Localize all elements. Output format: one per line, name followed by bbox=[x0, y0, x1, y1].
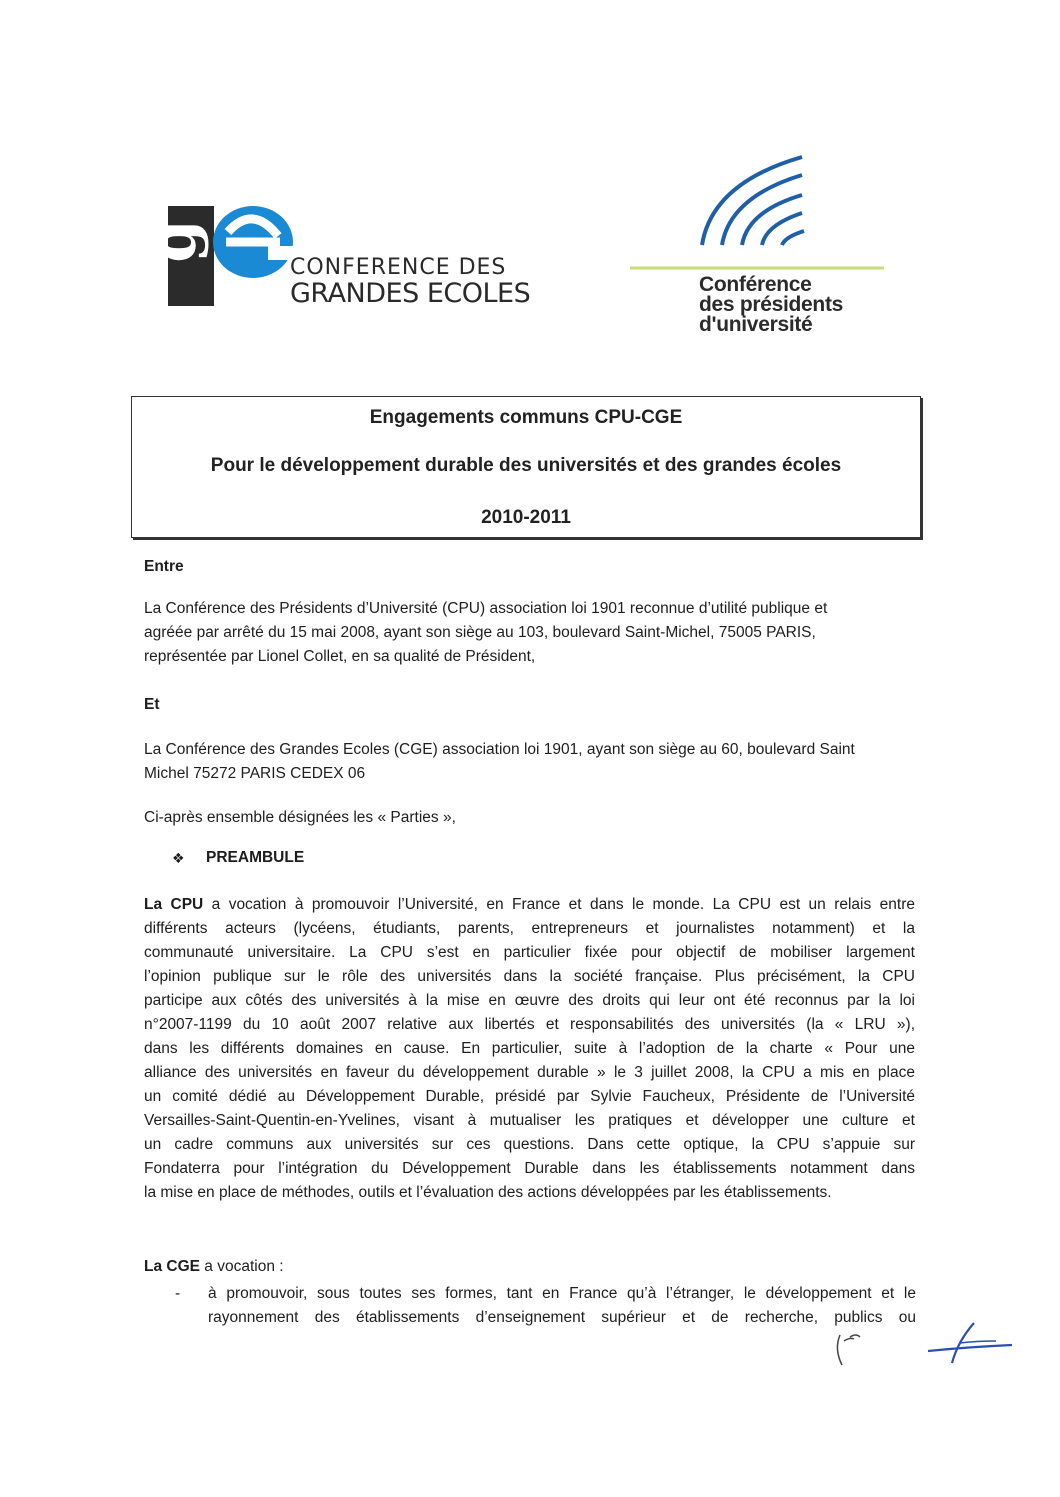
text-line: différents acteurs (lycéens, étudiants, parents, entrepreneurs et journalistes notamment) et la bbox=[144, 920, 915, 937]
cge-logo-line2: GRANDES ECOLES bbox=[290, 278, 531, 309]
text-line: Fondaterra pour l’intégration du Développement Durable dans les établissements notamment dans bbox=[144, 1160, 915, 1177]
cge-bullet-1 bbox=[208, 1282, 916, 1330]
cpu-logo-line2: des présidents bbox=[699, 293, 844, 316]
parties-line: Ci-après ensemble désignées les « Parties », bbox=[144, 809, 456, 826]
cpu-party-paragraph bbox=[144, 597, 827, 669]
text-line: communauté universitaire. La CPU s’est en particulier fixée pour objectif de mobiliser largement bbox=[144, 944, 915, 961]
text-line: rayonnement des établissements d’enseignement supérieur et de recherche, publics ou bbox=[208, 1309, 916, 1326]
text-line: à promouvoir, sous toutes ses formes, tant en France qu’à l’étranger, le développement et le bbox=[208, 1285, 916, 1302]
cge-monogram-icon bbox=[137, 200, 298, 310]
cpu-logo bbox=[622, 150, 892, 340]
text-line: dans les différents domaines en cause. En particulier, suite à l’adoption de la charte « Pour une bbox=[144, 1040, 915, 1057]
text-line: participe aux côtés des universités à la mise en œuvre des droits qui leur ont été reconnus par la loi bbox=[144, 992, 915, 1009]
text-line: Versailles-Saint-Quentin-en-Yvelines, visant à mutualiser les pratiques et développer une culture et bbox=[144, 1112, 915, 1129]
text-line bbox=[144, 893, 915, 917]
cge-lead-rest: a vocation : bbox=[199, 1258, 284, 1275]
text-line: la mise en place de méthodes, outils et l’évaluation des actions développées par les établissements. bbox=[144, 1184, 832, 1201]
document-title: Engagements communs CPU-CGE bbox=[369, 407, 683, 428]
cpu-lead: La CPU bbox=[144, 896, 204, 913]
text-line: La Conférence des Présidents d’Université (CPU) association loi 1901 reconnue d’utilité publique et bbox=[144, 600, 828, 617]
et-label: Et bbox=[144, 696, 160, 713]
cpu-logo-line3: d'université bbox=[699, 313, 813, 336]
title-box bbox=[131, 396, 921, 538]
cge-logo-line1: CONFERENCE DES bbox=[290, 255, 507, 280]
text-line: l’opinion publique sur le rôle des universités dans la société française. Plus précisément, la CPU bbox=[144, 968, 915, 985]
text-line: alliance des universités en faveur du développement durable » le 3 juillet 2008, la CPU a mis en place bbox=[144, 1064, 915, 1081]
cpu-para-first-line: a vocation à promouvoir l’Université, en France et dans le monde. La CPU est un relais entre bbox=[203, 896, 915, 913]
text-line: représentée par Lionel Collet, en sa qualité de Président, bbox=[144, 648, 536, 665]
entre-label: Entre bbox=[144, 558, 184, 575]
text-line: Michel 75272 PARIS CEDEX 06 bbox=[144, 765, 366, 782]
cpu-arcs-icon bbox=[622, 150, 892, 280]
cpu-paragraph bbox=[144, 893, 915, 1205]
text-line: un comité dédié au Développement Durable, présidé par Sylvie Faucheux, Présidente de l’Université bbox=[144, 1088, 915, 1105]
bullet-dash: - bbox=[175, 1285, 181, 1302]
document-period: 2010-2011 bbox=[481, 507, 571, 528]
handwritten-initials bbox=[820, 1315, 1020, 1375]
text-line: un cadre communs aux universités sur ces questions. Dans cette optique, la CPU s’appuie sur bbox=[144, 1136, 915, 1153]
cge-vocation-line bbox=[144, 1255, 284, 1279]
cpu-logo-line1: Conférence bbox=[699, 273, 812, 296]
preamble-heading: PREAMBULE bbox=[206, 849, 305, 866]
cge-logo bbox=[137, 200, 531, 310]
text-line: La Conférence des Grandes Ecoles (CGE) association loi 1901, ayant son siège au 60, boulevard Saint bbox=[144, 741, 855, 758]
text-line: n°2007-1199 du 10 août 2007 relative aux libertés et responsabilités des universités (la « LRU »), bbox=[144, 1016, 915, 1033]
diamond-bullet-icon: ❖ bbox=[172, 850, 185, 866]
cge-lead: La CGE bbox=[144, 1258, 200, 1275]
text-line: agréée par arrêté du 15 mai 2008, ayant son siège au 103, boulevard Saint-Michel, 75005 PARIS, bbox=[144, 624, 816, 641]
svg-text:g: g bbox=[137, 219, 210, 263]
cge-party-paragraph bbox=[144, 738, 855, 786]
document-subtitle: Pour le développement durable des universités et des grandes écoles bbox=[210, 455, 842, 476]
